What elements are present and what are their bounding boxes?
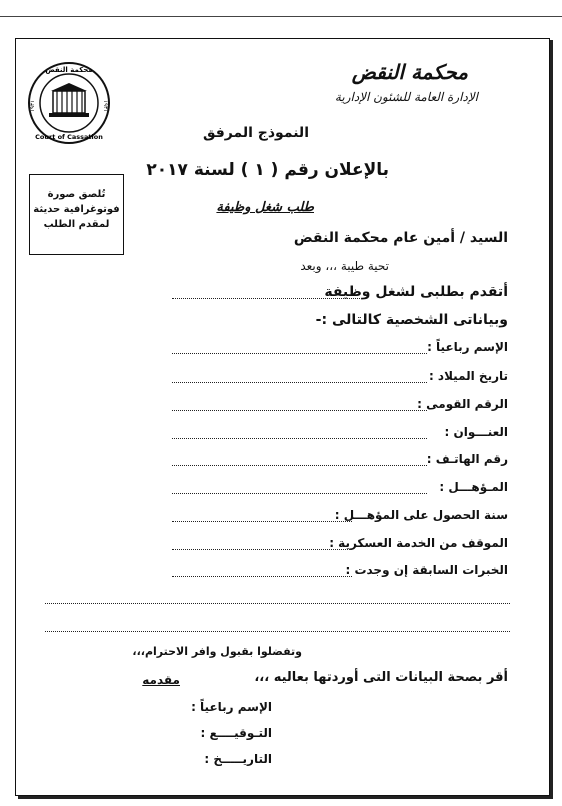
experience-continuation-line-1[interactable] bbox=[45, 603, 510, 604]
photo-box-line-1: تُلصق صورة bbox=[47, 189, 106, 200]
field-label-qualification: المـؤهـــل : bbox=[439, 480, 508, 494]
frame-shadow-right bbox=[550, 40, 553, 798]
experience-field[interactable] bbox=[172, 576, 352, 577]
experience-continuation-line-2[interactable] bbox=[45, 631, 510, 632]
seal-bottom-text: Court of Cassation bbox=[35, 133, 103, 141]
field-label-phone: رقم الهاتـف : bbox=[426, 452, 508, 466]
seal-year-right: ١٩٣١ bbox=[102, 100, 108, 112]
full-name-field[interactable] bbox=[172, 353, 427, 354]
apply-line-label: أتقدم بطلبى لشغل وظيفة bbox=[324, 284, 508, 300]
field-label-national-id: الرقم القومى : bbox=[417, 397, 508, 411]
form-title: النموذج المرفق bbox=[202, 125, 309, 141]
field-label-experience: الخبرات السابقة إن وجدت : bbox=[345, 563, 508, 577]
photo-placeholder-box bbox=[29, 174, 124, 255]
frame-shadow-bottom bbox=[18, 796, 553, 799]
national-id-field[interactable] bbox=[172, 410, 427, 411]
field-label-military-status: الموقف من الخدمة العسكرية : bbox=[329, 536, 508, 550]
job-title-field[interactable] bbox=[172, 298, 362, 299]
field-label-qualification-year: سنة الحصول على المؤهـــل : bbox=[334, 508, 508, 522]
court-seal-icon bbox=[27, 61, 111, 145]
field-label-full-name: الإسم رباعياً : bbox=[427, 340, 508, 354]
military-status-field[interactable] bbox=[172, 549, 352, 550]
photo-box-line-2: فوتوغرافية حديثة bbox=[33, 204, 120, 215]
field-label-address: العنـــوان : bbox=[444, 425, 508, 439]
seal-top-text: محكمة النقض bbox=[45, 66, 93, 74]
personal-data-intro: وبياناتى الشخصية كالتالى :- bbox=[315, 312, 508, 328]
qualification-year-field[interactable] bbox=[172, 521, 352, 522]
qualification-field[interactable] bbox=[172, 493, 427, 494]
birth-date-field[interactable] bbox=[172, 382, 427, 383]
top-rule bbox=[0, 16, 562, 17]
signature-label-name: الإسم رباعياً : bbox=[191, 700, 272, 714]
phone-field[interactable] bbox=[172, 465, 427, 466]
addressee: السيد / أمين عام محكمة النقض bbox=[293, 230, 508, 246]
photo-box-line-3: لمقدم الطلب bbox=[43, 219, 110, 230]
closing-line: وتفضلوا بقبول وافر الاحترام،،، bbox=[132, 645, 302, 658]
declaration: أقر بصحة البيانات التى أوردتها بعاليه ،،، bbox=[254, 670, 508, 685]
department-name: الإدارة العامة للشئون الإدارية bbox=[334, 90, 478, 104]
signature-label-date: التاريـــــخ : bbox=[204, 752, 272, 766]
seal-year-left: ١٩٣١ bbox=[30, 100, 36, 112]
applicant-label: مقدمه bbox=[142, 673, 180, 687]
signature-label-signature: التـوقيــــع : bbox=[200, 726, 272, 740]
announcement-number: بالإعلان رقم ( ١ ) لسنة ٢٠١٧ bbox=[146, 160, 389, 180]
address-field[interactable] bbox=[172, 438, 427, 439]
form-subject: طلب شغل وظيفة bbox=[216, 200, 314, 215]
field-label-birth-date: تاريخ الميلاد : bbox=[428, 369, 508, 383]
court-name: محكمة النقض bbox=[351, 60, 468, 84]
greeting: تحية طيبة ،،، وبعد bbox=[300, 259, 389, 273]
